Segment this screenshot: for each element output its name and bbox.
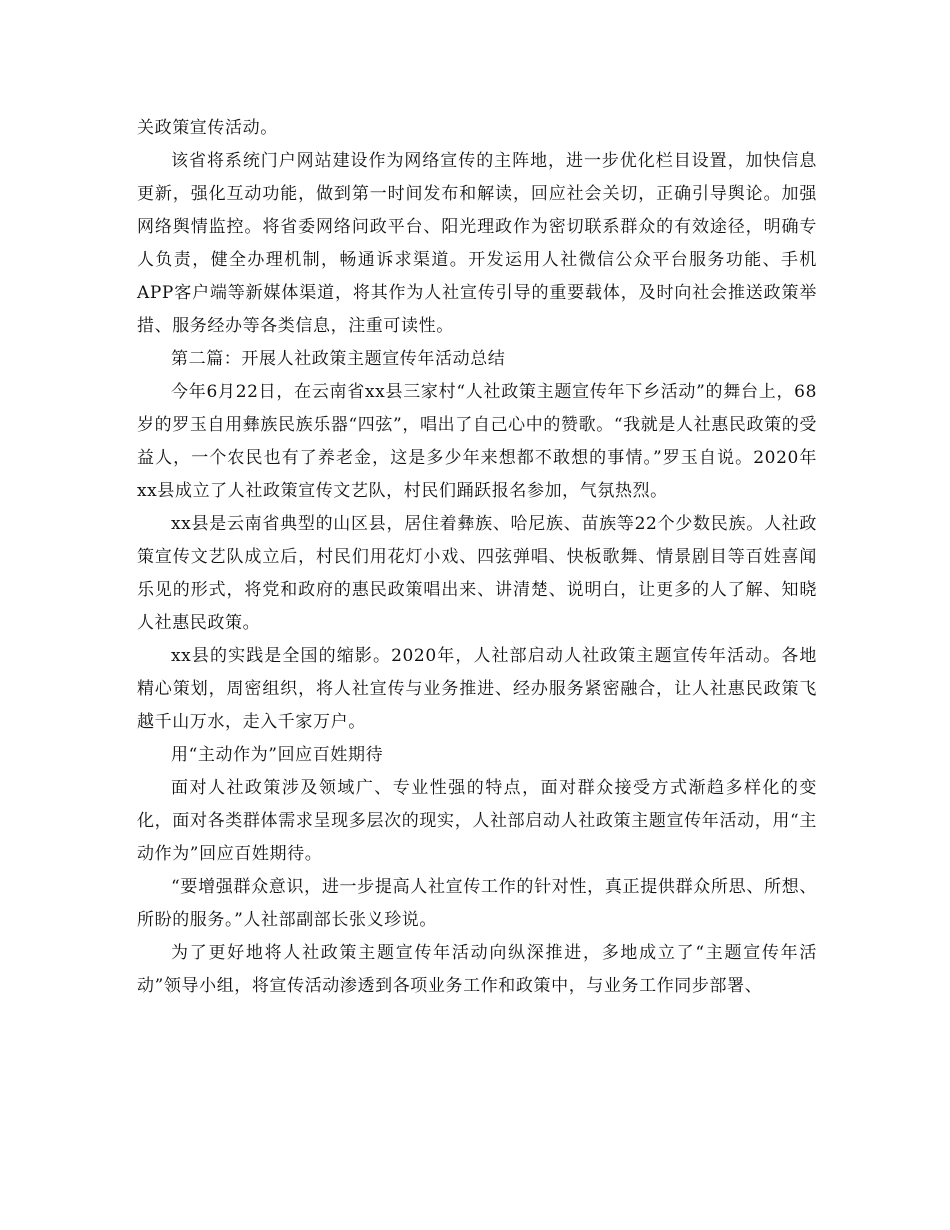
paragraph-leadership-groups: 为了更好地将人社政策主题宣传年活动向纵深推进，多地成立了“主题宣传年活动”领导小组，将宣传活动渗透到各项业务工作和政策中，与业务工作同步部署、 (137, 943, 817, 996)
paragraph-yunnan-story: 今年6月22日，在云南省xx县三家村“人社政策主题宣传年下乡活动”的舞台上，68岁的罗玉自用彝族民族乐器“四弦”，唱出了自己心中的赞歌。“我就是人社惠民政策的受益人，一个农民也有了养老金，这是多少年来想都不敢想的事情。”罗玉自说。2020年xx县成立了人社政策宣传文艺队，村民们踊跃报名参加，气氛热烈。 (137, 382, 817, 501)
paragraph-policy-challenges: 面对人社政策涉及领域广、专业性强的特点，面对群众接受方式渐趋多样化的变化，面对各类群体需求呈现多层次的现实，人社部启动人社政策主题宣传年活动，用“主动作为”回应百姓期待。 (137, 778, 817, 864)
section-heading-part-two: 第二篇：开展人社政策主题宣传年活动总结 (171, 349, 506, 369)
paragraph-website-publicity: 该省将系统门户网站建设作为网络宣传的主阵地，进一步优化栏目设置，加快信息更新，强化互动功能，做到第一时间发布和解读，回应社会关切，正确引导舆论。加强网络舆情监控。将省委网络问政平台、阳光理政作为密切联系群众的有效途径，明确专人负责，健全办理机制，畅通诉求渠道。开发运用人社微信公众平台服务功能、手机APP客户端等新媒体渠道，将其作为人社宣传引导的重要载体，及时向社会推送政策举措、服务经办等各类信息，注重可读性。 (137, 151, 817, 336)
subheading-active-response: 用“主动作为”回应百姓期待 (171, 745, 384, 765)
document-body (137, 112, 817, 1003)
paragraph-quote-vice-minister: “要增强群众意识，进一步提高人社宣传工作的针对性，真正提供群众所思、所想、所盼的服务。”人社部副部长张义珍说。 (137, 877, 817, 930)
paragraph-continuation: 关政策宣传活动。 (137, 118, 278, 138)
paragraph-county-intro: xx县是云南省典型的山区县，居住着彝族、哈尼族、苗族等22个少数民族。人社政策宣传文艺队成立后，村民们用花灯小戏、四弦弹唱、快板歌舞、情景剧目等百姓喜闻乐见的形式，将党和政府的惠民政策唱出来、讲清楚、说明白，让更多的人了解、知晓人社惠民政策。 (137, 514, 817, 633)
paragraph-national-practice: xx县的实践是全国的缩影。2020年，人社部启动人社政策主题宣传年活动。各地精心策划，周密组织，将人社宣传与业务推进、经办服务紧密融合，让人社惠民政策飞越千山万水，走入千家万户。 (137, 646, 817, 732)
